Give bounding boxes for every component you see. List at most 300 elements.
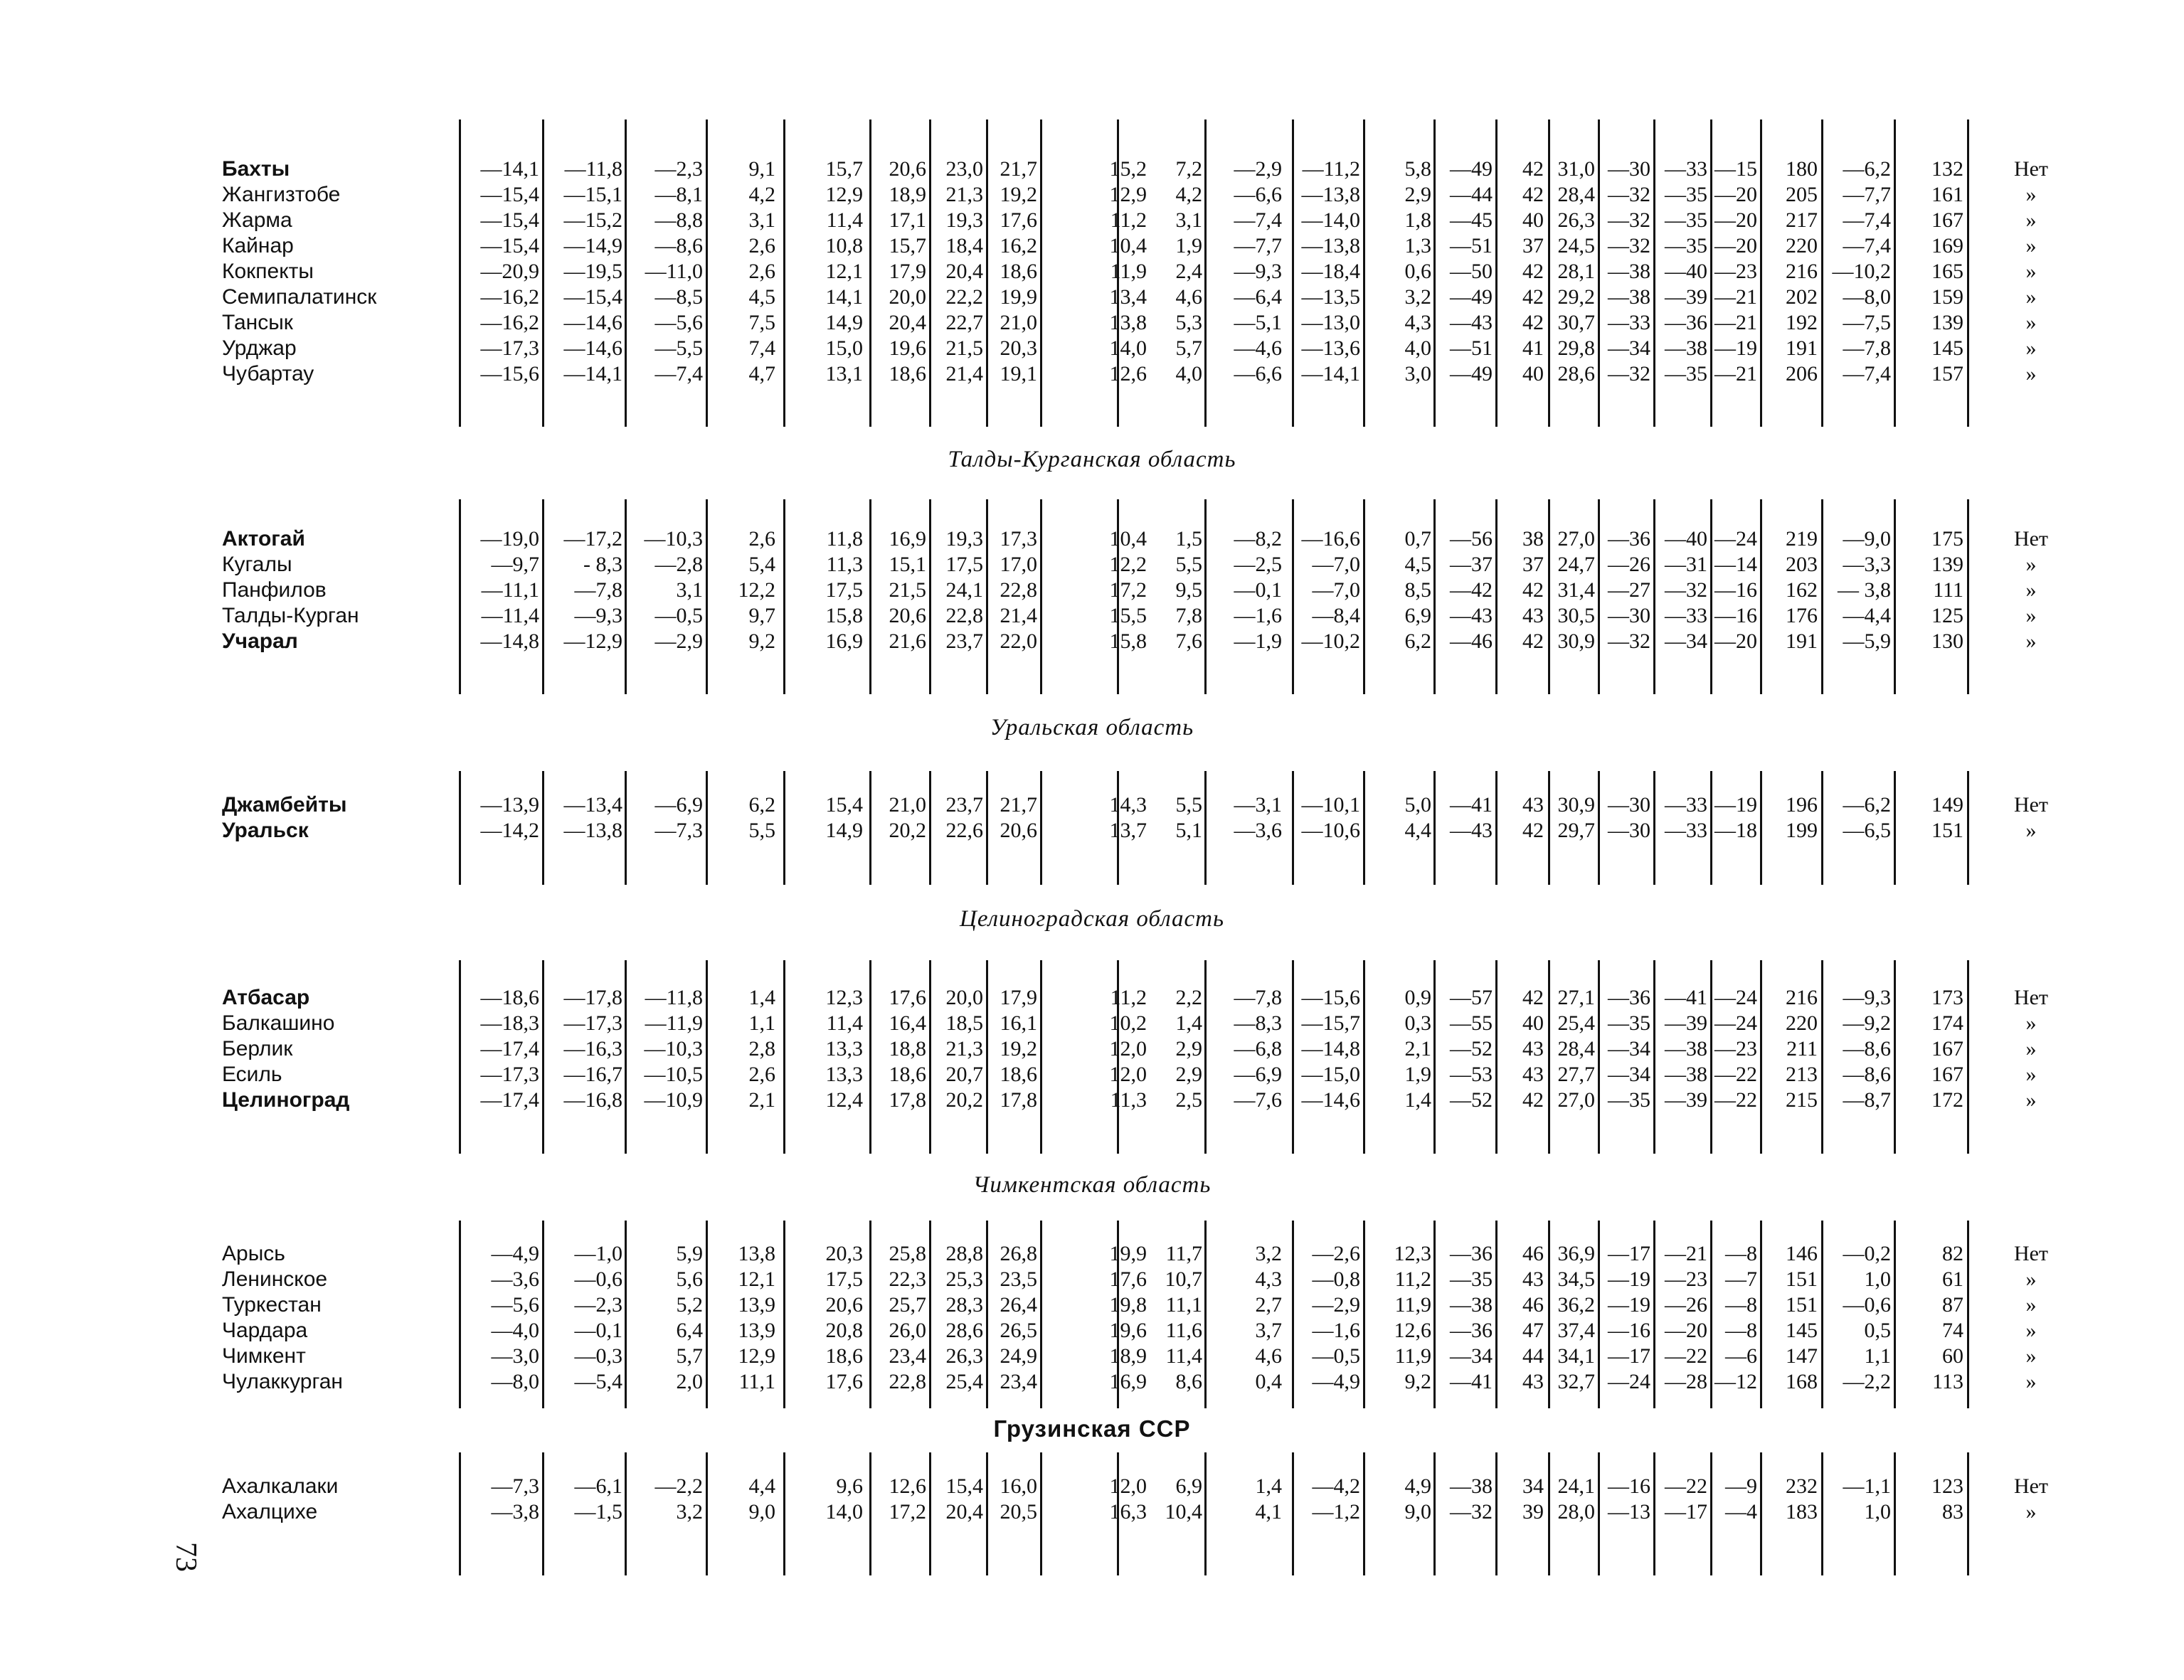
table-cell: —18 <box>1714 819 1757 842</box>
table-cell: 18,8 <box>889 1037 926 1060</box>
table-cell: 18,9 <box>889 183 926 206</box>
last-column-cell: » <box>2025 208 2037 232</box>
last-column-cell: Нет <box>2013 1474 2049 1498</box>
table-cell: —35 <box>1665 234 1707 257</box>
table-cell: 17,8 <box>1000 1088 1037 1112</box>
table-cell: 28,6 <box>945 1319 983 1342</box>
table-cell: —33 <box>1665 157 1707 181</box>
table-cell: —20 <box>1714 234 1757 257</box>
table-cell: —14,1 <box>480 157 539 181</box>
table-cell: —13,6 <box>1301 336 1360 360</box>
table-cell: 3,1 <box>1175 208 1202 232</box>
table-cell: —56 <box>1450 527 1493 551</box>
station-name: Чимкент <box>222 1344 306 1368</box>
table-cell: 1,5 <box>1175 527 1202 551</box>
table-cell: —34 <box>1608 1063 1650 1086</box>
table-cell: —15,4 <box>480 234 539 257</box>
station-name: Целиноград <box>222 1088 350 1112</box>
table-cell: —33 <box>1665 793 1707 817</box>
column-rule <box>929 1452 931 1575</box>
table-cell: 23,4 <box>1000 1370 1037 1393</box>
table-cell: —15,4 <box>480 183 539 206</box>
table-cell: 21,4 <box>1000 604 1037 627</box>
table-cell: 18,6 <box>825 1344 863 1368</box>
last-column-cell: » <box>2025 1063 2037 1086</box>
table-cell: 19,6 <box>1109 1319 1147 1342</box>
section-title: Грузинская ССР <box>993 1415 1191 1442</box>
table-cell: 17,6 <box>825 1370 863 1393</box>
page-number: 73 <box>169 1542 202 1572</box>
table-cell: 1,0 <box>1864 1267 1891 1291</box>
station-name: Кайнар <box>222 234 294 257</box>
table-cell: 26,5 <box>1000 1319 1037 1342</box>
table-cell: 15,2 <box>1109 157 1147 181</box>
table-cell: 15,7 <box>889 234 926 257</box>
table-cell: —7,6 <box>1234 1088 1282 1112</box>
table-cell: 7,4 <box>748 336 775 360</box>
table-cell: —7 <box>1725 1267 1757 1291</box>
table-cell: 4,2 <box>748 183 775 206</box>
table-cell: 12,2 <box>1109 553 1147 576</box>
table-cell: 16,9 <box>889 527 926 551</box>
table-cell: 3,1 <box>748 208 775 232</box>
table-cell: 12,9 <box>738 1344 775 1368</box>
column-rule <box>1760 119 1762 427</box>
station-name: Бахты <box>222 157 290 181</box>
table-cell: 31,0 <box>1557 157 1595 181</box>
table-cell: —38 <box>1608 260 1650 283</box>
table-cell: —9,3 <box>574 604 622 627</box>
table-cell: 216 <box>1786 986 1818 1009</box>
table-cell: —4,2 <box>1312 1474 1360 1498</box>
column-rule <box>1967 1221 1969 1408</box>
table-cell: —34 <box>1450 1344 1493 1368</box>
table-cell: —4,6 <box>1234 336 1282 360</box>
table-cell: 42 <box>1522 1088 1544 1112</box>
table-cell: 3,2 <box>1255 1242 1282 1265</box>
column-rule <box>783 960 785 1154</box>
table-cell: 42 <box>1522 986 1544 1009</box>
table-cell: 2,6 <box>748 527 775 551</box>
table-cell: 11,2 <box>1110 986 1147 1009</box>
column-rule <box>1967 960 1969 1154</box>
table-cell: —0,1 <box>574 1319 622 1342</box>
station-name: Учарал <box>222 629 298 653</box>
table-cell: —0,5 <box>1312 1344 1360 1368</box>
column-rule <box>1760 960 1762 1154</box>
table-cell: —9,7 <box>491 553 539 576</box>
column-rule <box>1204 119 1207 427</box>
table-cell: —32 <box>1608 234 1650 257</box>
table-cell: 25,8 <box>889 1242 926 1265</box>
table-cell: 123 <box>1931 1474 1963 1498</box>
table-cell: —9,3 <box>1843 986 1891 1009</box>
table-cell: —21 <box>1714 311 1757 334</box>
table-cell: 20,6 <box>1000 819 1037 842</box>
table-cell: —14 <box>1714 553 1757 576</box>
table-cell: 168 <box>1786 1370 1818 1393</box>
table-cell: 24,1 <box>945 578 983 602</box>
table-cell: 4,2 <box>1175 183 1202 206</box>
table-cell: 2,1 <box>748 1088 775 1112</box>
column-rule <box>625 960 627 1154</box>
table-cell: 191 <box>1786 336 1818 360</box>
table-cell: 43 <box>1522 604 1544 627</box>
column-rule <box>1548 1452 1550 1575</box>
column-rule <box>459 119 461 427</box>
column-rule <box>1548 499 1550 694</box>
table-cell: —11,4 <box>481 604 539 627</box>
column-rule <box>783 771 785 885</box>
column-rule <box>1821 1221 1823 1408</box>
table-cell: 11,7 <box>1165 1242 1202 1265</box>
table-cell: 15,0 <box>825 336 863 360</box>
column-rule <box>1292 771 1294 885</box>
table-cell: 10,4 <box>1109 234 1147 257</box>
table-cell: —10,9 <box>644 1088 703 1112</box>
table-cell: 27,0 <box>1557 1088 1595 1112</box>
table-cell: 5,5 <box>1175 793 1202 817</box>
table-cell: 30,5 <box>1557 604 1595 627</box>
table-cell: 20,3 <box>1000 336 1037 360</box>
table-cell: 215 <box>1786 1088 1818 1112</box>
table-cell: 13,8 <box>1109 311 1147 334</box>
table-cell: —2,8 <box>654 553 703 576</box>
table-cell: 19,9 <box>1109 1242 1147 1265</box>
column-rule <box>1760 1221 1762 1408</box>
column-rule <box>1433 771 1436 885</box>
table-cell: —19 <box>1714 793 1757 817</box>
table-cell: 1,0 <box>1864 1500 1891 1524</box>
table-cell: 2,5 <box>1175 1088 1202 1112</box>
table-cell: —35 <box>1608 1011 1650 1035</box>
table-cell: —24 <box>1608 1370 1650 1393</box>
column-rule <box>706 499 708 694</box>
column-rule <box>1363 1221 1365 1408</box>
table-cell: —14,8 <box>480 629 539 653</box>
table-cell: 147 <box>1786 1344 1818 1368</box>
table-cell: —10,2 <box>1301 629 1360 653</box>
table-cell: 2,0 <box>676 1370 703 1393</box>
station-name: Арысь <box>222 1242 285 1265</box>
column-rule <box>1040 960 1042 1154</box>
table-cell: —14,0 <box>1301 208 1360 232</box>
table-cell: —14,1 <box>563 362 622 386</box>
column-rule <box>1040 1452 1042 1575</box>
station-name: Чубартау <box>222 362 314 386</box>
table-cell: 6,4 <box>676 1319 703 1342</box>
table-cell: —44 <box>1450 183 1493 206</box>
table-cell: 1,4 <box>748 986 775 1009</box>
table-cell: —16 <box>1608 1474 1650 1498</box>
table-cell: —15,4 <box>480 208 539 232</box>
station-name: Актогай <box>222 527 305 551</box>
table-cell: 211 <box>1786 1037 1818 1060</box>
table-cell: 31,4 <box>1557 578 1595 602</box>
section-title: Талды-Курганская область <box>948 447 1236 472</box>
table-cell: —10,3 <box>644 1037 703 1060</box>
table-cell: —8,4 <box>1312 604 1360 627</box>
table-cell: 15,1 <box>889 553 926 576</box>
table-cell: 15,5 <box>1109 604 1147 627</box>
table-cell: —32 <box>1608 362 1650 386</box>
table-cell: —15,2 <box>563 208 622 232</box>
table-cell: 15,8 <box>825 604 863 627</box>
table-cell: 28,4 <box>1557 1037 1595 1060</box>
table-cell: —16,2 <box>480 285 539 309</box>
table-cell: —10,5 <box>644 1063 703 1086</box>
table-cell: 4,3 <box>1404 311 1431 334</box>
column-rule <box>929 1221 931 1408</box>
table-cell: 17,2 <box>1109 578 1147 602</box>
table-cell: 83 <box>1942 1500 1963 1524</box>
table-cell: —6,8 <box>1234 1037 1282 1060</box>
table-cell: —3,1 <box>1234 793 1282 817</box>
table-cell: 20,6 <box>825 1293 863 1317</box>
table-cell: —49 <box>1450 362 1493 386</box>
table-cell: —24 <box>1714 986 1757 1009</box>
column-rule <box>986 960 988 1154</box>
table-cell: 149 <box>1931 793 1963 817</box>
last-column-cell: » <box>2025 629 2037 653</box>
column-rule <box>869 771 871 885</box>
table-cell: —17 <box>1665 1500 1707 1524</box>
table-cell: —38 <box>1665 336 1707 360</box>
table-cell: —7,8 <box>1234 986 1282 1009</box>
station-name: Тансык <box>222 311 293 334</box>
last-column-cell: » <box>2025 553 2037 576</box>
table-cell: 14,0 <box>825 1500 863 1524</box>
table-cell: 1,3 <box>1404 234 1431 257</box>
table-cell: 30,9 <box>1557 793 1595 817</box>
table-cell: 5,5 <box>1175 553 1202 576</box>
table-cell: 21,7 <box>1000 793 1037 817</box>
table-cell: 21,5 <box>945 336 983 360</box>
station-name: Панфилов <box>222 578 327 602</box>
table-cell: 12,3 <box>1394 1242 1431 1265</box>
section-title: Чимкентская область <box>972 1172 1212 1198</box>
table-cell: 42 <box>1522 819 1544 842</box>
table-cell: —8,5 <box>654 285 703 309</box>
column-rule <box>1433 1452 1436 1575</box>
column-rule <box>542 1221 544 1408</box>
table-cell: 2,4 <box>1175 260 1202 283</box>
table-cell: —13,8 <box>563 819 622 842</box>
table-cell: 20,8 <box>825 1319 863 1342</box>
column-rule <box>625 119 627 427</box>
table-cell: —7,4 <box>1234 208 1282 232</box>
column-rule <box>1292 1452 1294 1575</box>
table-cell: —10,3 <box>644 527 703 551</box>
table-cell: 12,9 <box>825 183 863 206</box>
table-cell: 17,5 <box>825 1267 863 1291</box>
table-cell: —18,3 <box>480 1011 539 1035</box>
column-rule <box>1894 1221 1896 1408</box>
table-cell: 159 <box>1931 285 1963 309</box>
table-cell: 173 <box>1931 986 1963 1009</box>
table-cell: —0,6 <box>574 1267 622 1291</box>
table-cell: —1,9 <box>1234 629 1282 653</box>
table-cell: —22 <box>1714 1063 1757 1086</box>
column-rule <box>1894 499 1896 694</box>
table-cell: 151 <box>1931 819 1963 842</box>
column-rule <box>1598 960 1600 1154</box>
table-cell: 4,6 <box>1175 285 1202 309</box>
table-cell: 26,8 <box>1000 1242 1037 1265</box>
table-cell: 15,7 <box>825 157 863 181</box>
column-rule <box>542 499 544 694</box>
table-cell: —11,0 <box>645 260 703 283</box>
table-cell: 4,4 <box>748 1474 775 1498</box>
table-cell: 11,9 <box>1110 260 1147 283</box>
column-rule <box>1204 960 1207 1154</box>
table-cell: 176 <box>1786 604 1818 627</box>
table-cell: 37 <box>1522 553 1544 576</box>
column-rule <box>1363 499 1365 694</box>
table-cell: 2,9 <box>1175 1063 1202 1086</box>
table-cell: —50 <box>1450 260 1493 283</box>
column-rule <box>1204 771 1207 885</box>
table-cell: 10,4 <box>1165 1500 1202 1524</box>
table-cell: 22,2 <box>945 285 983 309</box>
table-cell: 42 <box>1522 285 1544 309</box>
table-cell: 43 <box>1522 793 1544 817</box>
table-cell: —23 <box>1665 1267 1707 1291</box>
table-cell: 174 <box>1931 1011 1963 1035</box>
table-cell: 2,9 <box>1404 183 1431 206</box>
last-column-cell: Нет <box>2013 157 2049 181</box>
column-rule <box>1292 499 1294 694</box>
table-cell: —33 <box>1608 311 1650 334</box>
table-cell: 20,3 <box>825 1242 863 1265</box>
table-cell: 11,3 <box>1110 1088 1147 1112</box>
table-cell: 40 <box>1522 1011 1544 1035</box>
table-cell: —0,5 <box>654 604 703 627</box>
table-cell: —13,0 <box>1301 311 1360 334</box>
table-cell: 15,8 <box>1109 629 1147 653</box>
table-cell: 1,4 <box>1175 1011 1202 1035</box>
table-cell: 23,7 <box>945 793 983 817</box>
table-cell: 139 <box>1931 311 1963 334</box>
table-cell: 27,7 <box>1557 1063 1595 1086</box>
table-cell: 146 <box>1786 1242 1818 1265</box>
table-cell: 19,6 <box>889 336 926 360</box>
table-cell: —1,6 <box>1234 604 1282 627</box>
table-cell: —8,6 <box>654 234 703 257</box>
table-cell: —20,9 <box>480 260 539 283</box>
table-cell: —53 <box>1450 1063 1493 1086</box>
table-cell: —55 <box>1450 1011 1493 1035</box>
table-cell: 20,6 <box>889 157 926 181</box>
table-cell: 5,8 <box>1404 157 1431 181</box>
table-cell: 111 <box>1933 578 1963 602</box>
table-cell: —37 <box>1450 553 1493 576</box>
table-cell: —39 <box>1665 1011 1707 1035</box>
column-rule <box>783 499 785 694</box>
table-cell: —36 <box>1450 1242 1493 1265</box>
table-cell: —22 <box>1665 1474 1707 1498</box>
table-cell: —6,2 <box>1843 157 1891 181</box>
table-cell: 217 <box>1786 208 1818 232</box>
table-cell: —7,5 <box>1843 311 1891 334</box>
column-rule <box>542 960 544 1154</box>
table-cell: 74 <box>1942 1319 1963 1342</box>
column-rule <box>1967 119 1969 427</box>
table-cell: —16 <box>1714 604 1757 627</box>
table-cell: 9,7 <box>748 604 775 627</box>
table-cell: 43 <box>1522 1037 1544 1060</box>
column-rule <box>542 119 544 427</box>
table-cell: 172 <box>1931 1088 1963 1112</box>
table-cell: 23,5 <box>1000 1267 1037 1291</box>
table-cell: 113 <box>1932 1370 1963 1393</box>
table-cell: 11,4 <box>826 208 863 232</box>
table-cell: 13,9 <box>738 1293 775 1317</box>
table-cell: 12,1 <box>825 260 863 283</box>
table-cell: —36 <box>1608 986 1650 1009</box>
column-rule <box>706 960 708 1154</box>
column-rule <box>1040 771 1042 885</box>
table-cell: —21 <box>1714 362 1757 386</box>
table-cell: —36 <box>1608 527 1650 551</box>
table-cell: 21,3 <box>945 1037 983 1060</box>
column-rule <box>1760 771 1762 885</box>
table-cell: 32,7 <box>1557 1370 1595 1393</box>
column-rule <box>929 499 931 694</box>
table-cell: 9,5 <box>1175 578 1202 602</box>
column-rule <box>1204 499 1207 694</box>
table-cell: 38 <box>1522 527 1544 551</box>
table-cell: —7,8 <box>574 578 622 602</box>
column-rule <box>1433 1221 1436 1408</box>
table-cell: 20,0 <box>889 285 926 309</box>
table-cell: —6,2 <box>1843 793 1891 817</box>
table-cell: —34 <box>1665 629 1707 653</box>
table-cell: 175 <box>1931 527 1963 551</box>
table-cell: 3,7 <box>1255 1319 1282 1342</box>
table-cell: —35 <box>1665 183 1707 206</box>
table-cell: —20 <box>1714 208 1757 232</box>
last-column-cell: » <box>2025 1370 2037 1393</box>
column-rule <box>1040 1221 1042 1408</box>
station-name: Кокпекты <box>222 260 314 283</box>
column-rule <box>1292 119 1294 427</box>
table-cell: —16,8 <box>563 1088 622 1112</box>
table-cell: 24,5 <box>1557 234 1595 257</box>
column-rule <box>1433 119 1436 427</box>
table-cell: —3,0 <box>491 1344 539 1368</box>
table-cell: 6,2 <box>748 793 775 817</box>
table-cell: 1,4 <box>1404 1088 1431 1112</box>
table-cell: —51 <box>1450 336 1493 360</box>
table-cell: 12,0 <box>1109 1474 1147 1498</box>
table-cell: 157 <box>1931 362 1963 386</box>
last-column-cell: » <box>2025 1344 2037 1368</box>
table-cell: —9,2 <box>1843 1011 1891 1035</box>
table-cell: —2,5 <box>1234 553 1282 576</box>
table-cell: —38 <box>1665 1063 1707 1086</box>
column-rule <box>1495 499 1497 694</box>
column-rule <box>706 771 708 885</box>
table-cell: 19,8 <box>1109 1293 1147 1317</box>
table-cell: 20,0 <box>945 986 983 1009</box>
last-column-cell: Нет <box>2013 793 2049 817</box>
table-cell: —7,0 <box>1312 553 1360 576</box>
table-cell: —13,5 <box>1301 285 1360 309</box>
table-cell: — 3,8 <box>1838 578 1891 602</box>
table-cell: 11,8 <box>826 527 863 551</box>
table-cell: 7,6 <box>1175 629 1202 653</box>
